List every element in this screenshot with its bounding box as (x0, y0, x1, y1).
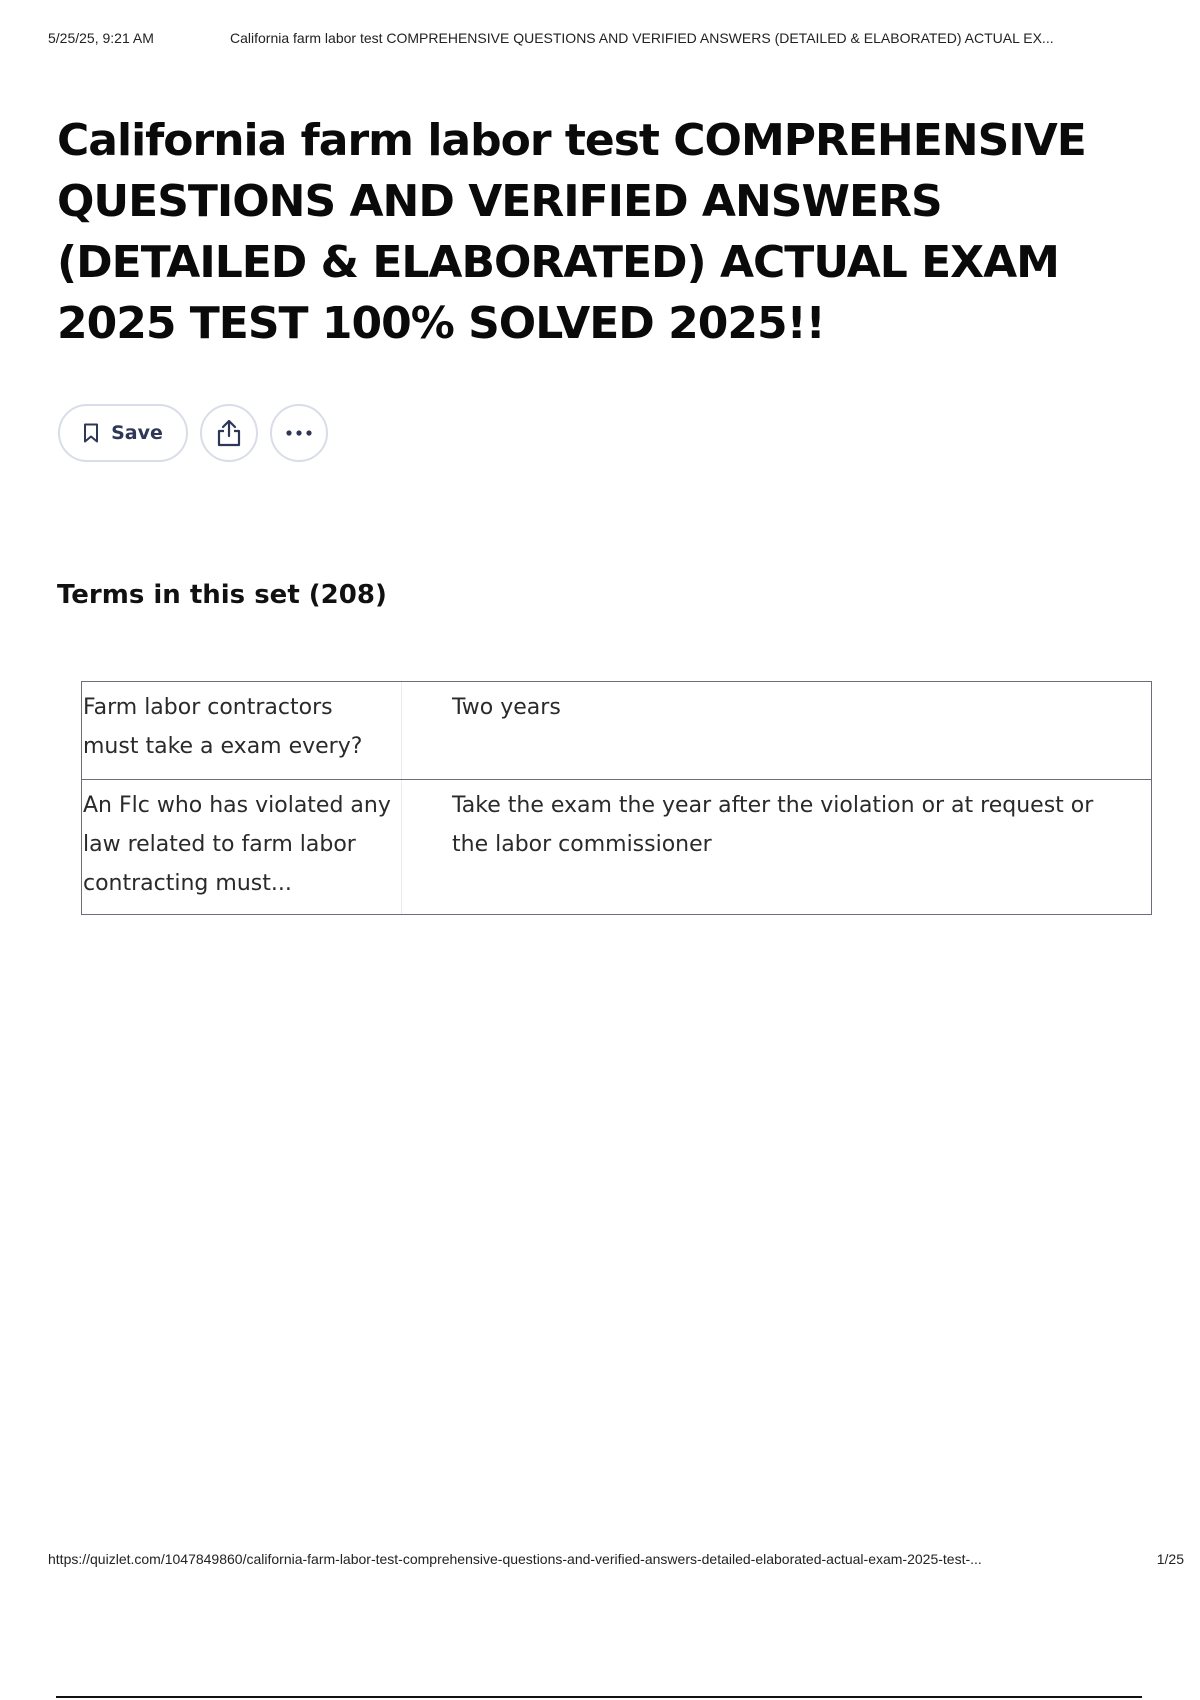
bookmark-icon (83, 423, 99, 443)
action-bar (58, 404, 328, 462)
definition-cell: Two years (452, 695, 561, 720)
term-cell: Farm labor contractors must take a exam every? (82, 682, 402, 779)
term-cell: An Flc who has violated any law related to farm labor contracting must... (82, 780, 402, 914)
table-row (82, 682, 1151, 779)
print-header (48, 30, 1184, 50)
share-button[interactable] (200, 404, 258, 462)
share-icon (216, 419, 242, 447)
print-footer (48, 1551, 1184, 1571)
save-button[interactable] (58, 404, 188, 462)
table-row (82, 779, 1151, 914)
divider (56, 1696, 1142, 1698)
definition-cell: Take the exam the year after the violation or at request or the labor commissioner (452, 793, 1094, 857)
save-label: Save (111, 422, 163, 444)
terms-heading: Terms in this set (208) (57, 580, 387, 610)
page-title: California farm labor test COMPREHENSIVE QUESTIONS AND VERIFIED ANSWERS (DETAILED & ELABORATED) ACTUAL EXAM 2025 TEST 100% SOLVED 2025!! (57, 115, 1086, 349)
print-timestamp: 5/25/25, 9:21 AM (48, 30, 154, 46)
page-number: 1/25 (1156, 1551, 1184, 1567)
print-doc-title: California farm labor test COMPREHENSIVE QUESTIONS AND VERIFIED ANSWERS (DETAILED & ELABORATED) ACTUAL EX... (230, 30, 1054, 46)
more-icon (286, 430, 312, 436)
print-url: https://quizlet.com/1047849860/california-farm-labor-test-comprehensive-questions-and-verified-answers-detailed-elaborated-actual-exam-2025-test-... (48, 1551, 982, 1567)
terms-table (81, 681, 1152, 915)
more-options-button[interactable] (270, 404, 328, 462)
